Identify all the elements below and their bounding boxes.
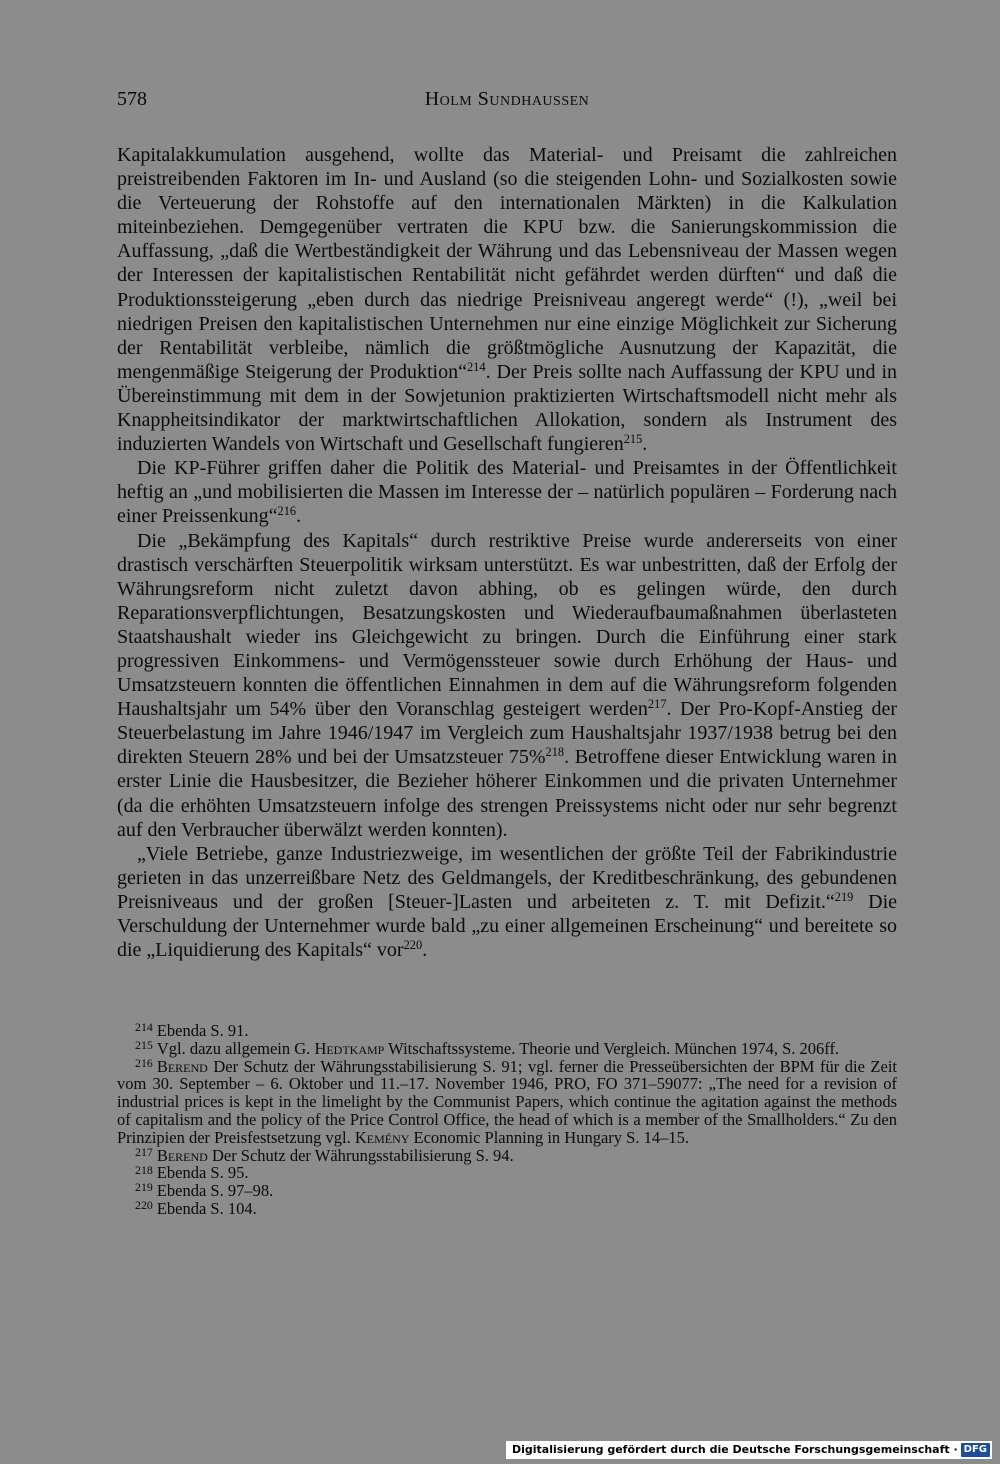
paragraph-2 [117, 456, 897, 528]
footnote-text: Der Schutz der Währungsstabilisierung S. 91; vgl. ferner die Presseübersichten der BPM für die Zeit vom 30. September – 6. Oktober und 11.–17. November 1946, PRO, FO 371–59077: „The need for a revision of industrial prices is kept in the limelight by the Communist Papers, which continue the agitation against the methods of capitalism and the policy of the Price Control Office, the head of which is a member of the Smallholders.“ Zu den Prinzipien der Preisfestsetzung vgl. [117, 1056, 897, 1147]
text-run: . [422, 939, 428, 962]
footnote-text: Vgl. dazu allgemein G. [156, 1038, 315, 1058]
credit-text: Digitalisierung gefördert durch die Deutsche Forschungsgemeinschaft · [511, 1443, 958, 1456]
dfg-logo: DFG [961, 1443, 990, 1457]
footnote [117, 1200, 897, 1218]
paragraph-3 [117, 529, 897, 842]
footnote [117, 1164, 897, 1182]
footnote-ref: 219 [834, 890, 854, 905]
footnote-ref: 214 [466, 360, 486, 375]
footnote [117, 1055, 897, 1147]
footnote-ref: 218 [545, 745, 565, 760]
running-head: Holm Sundhaussen [424, 88, 590, 110]
footnotes [117, 1022, 897, 1218]
text-run: Kapitalakkumulation ausgehend, wollte das Material- und Preisamt die zahlreichen preistreibenden Faktoren im In- und Ausland (so die steigenden Lohn- und Sozialkosten sowie die Verteuerung der Rohstoffe auf den internationalen Märkten) in die Kalkulation miteinbeziehen. Demgegenüber vertraten die KPU bzw. die Sanierungskommission die Auffassung, „daß die Wertbeständigkeit der Währung und das Lebensniveau der Massen wegen der Interessen der kapitalistischen Rentabilität nicht gefährdet werden dürften“ und daß die Produktionssteigerung „eben durch das niedrige Preisniveau angeregt werde“ (!), „weil bei niedrigen Preisen den kapitalistischen Unternehmen nur eine einzige Möglichkeit zur Sicherung der Rentabilität verbleibe, nämlich die größtmögliche Ausnutzung der Kapazität, die mengenmäßige Steigerung der Produktion“ [117, 144, 897, 383]
text-run: . Der Preis sollte nach Auffassung der KPU und in Übereinstimmung mit dem in der Sowjetunion praktizierten Wirtschaftsmodell nicht mehr als Knappheitsindikator der marktwirtschaftlichen Allokation, sondern als Instrument des induzierten Wandels von Wirtschaft und Gesellschaft fungieren [117, 360, 897, 456]
footnote [117, 1040, 897, 1058]
footnote-number: 217 [135, 1144, 153, 1159]
footnote-text: Der Schutz der Währungsstabilisierung S. 94. [207, 1145, 514, 1165]
footnote-author: Berend [156, 1145, 208, 1165]
footnote-text: Ebenda S. 95. [156, 1163, 249, 1183]
footnote-ref: 216 [277, 504, 297, 519]
text-run: „Viele Betriebe, ganze Industriezweige, im wesentlichen der größte Teil der Fabrikindustrie gerieten in das unzerreißbare Netz des Geldmangels, der Kreditbeschränkung, des gebundenen Preisniveaus und der großen [Steuer-]Lasten und arbeiteten z. T. mit Defizit.“ [117, 842, 897, 913]
footnote-ref: 215 [623, 432, 643, 447]
footnote-number: 220 [135, 1198, 153, 1213]
footnote-number: 214 [135, 1020, 153, 1035]
footnote [117, 1182, 897, 1200]
footnote-text: Ebenda S. 104. [156, 1198, 257, 1218]
footnote-text: Economic Planning in Hungary S. 14–15. [409, 1127, 689, 1147]
text-run: . Betroffene dieser Entwicklung waren in erster Linie die Hausbesitzer, die Bezieher höherer Einkommen und die privaten Unternehmer (da die erhöhten Umsatzsteuern infolge des strengen Preissystems nicht oder nur sehr begrenzt auf den Verbraucher überwälzt werden konnten). [117, 746, 897, 841]
paragraph-4 [117, 842, 897, 962]
footnote-text: Witschaftssysteme. Theorie und Vergleich. München 1974, S. 206ff. [384, 1038, 840, 1058]
page-header [117, 88, 897, 118]
text-run: Die KP-Führer griffen daher die Politik des Material- und Preisamtes in der Öffentlichkeit heftig an „und mobilisierten die Massen im Interesse der – natürlich populären – Forderung nach einer Preissenkung“ [117, 457, 897, 528]
text-run: . Der Pro-Kopf-Anstieg der Steuerbelastung im Jahre 1946/1947 im Vergleich zum Haushaltsjahr 1937/1938 betrug bei den direkten Steuern 28% und bei der Umsatzsteuer 75% [117, 698, 897, 769]
text-run: . [296, 505, 302, 528]
text-run: Die Verschuldung der Unternehmer wurde bald „zu einer allgemeinen Erscheinung“ und bereitete so die „Liquidierung des Kapitals“ vor [117, 890, 897, 962]
footnote-author: Berend [156, 1056, 208, 1076]
footnote-number: 219 [135, 1180, 153, 1195]
text-run: Die „Bekämpfung des Kapitals“ durch restriktive Preise wurde andererseits von einer drastisch verschärften Steuerpolitik wirksam unterstützt. Es war unbestritten, daß der Erfolg der Währungsreform nicht zuletzt davon abhing, ob es gelingen würde, den durch Reparationsverpflichtungen, Besatzungskosten und Wiederaufbaumaßnahmen überlasteten Staatshaushalt wieder ins Gleichgewicht zu bringen. Durch die Einführung einer stark progressiven Einkommens- und Vermögenssteuer sowie durch Erhöhung der Haus- und Umsatzsteuern konnten die öffentlichen Einnahmen in dem auf die Währungsreform folgenden Haushaltsjahr um 54% über den Voranschlag gesteigert werden [117, 529, 897, 721]
footnote [117, 1144, 897, 1165]
footnote-author: Kemény [354, 1127, 410, 1147]
footnote-text: Ebenda S. 91. [156, 1021, 249, 1040]
footnote-ref: 217 [647, 697, 667, 712]
paragraph-1 [117, 143, 897, 456]
footnote [117, 1022, 897, 1040]
footnote-ref: 220 [403, 938, 423, 953]
footnote-number: 218 [135, 1162, 153, 1177]
footnote-text: Ebenda S. 97–98. [156, 1181, 274, 1201]
footnote-author: Hedtkamp [314, 1038, 385, 1058]
footnote-number: 215 [135, 1038, 153, 1053]
text-run: . [642, 433, 648, 456]
body-text [117, 143, 897, 962]
digitization-credit [506, 1441, 992, 1459]
page-number: 578 [117, 88, 147, 110]
footnote-number: 216 [135, 1055, 153, 1070]
